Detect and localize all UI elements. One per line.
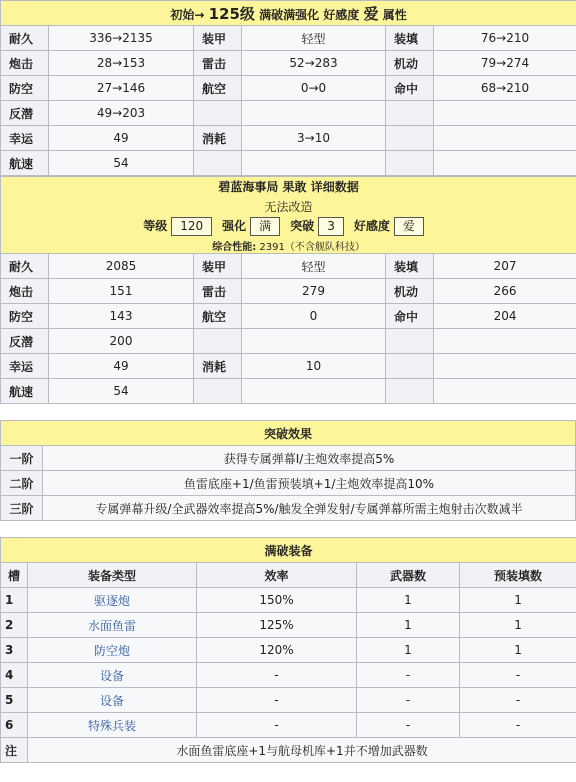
eq-slot: 5 xyxy=(1,688,28,713)
stat-value: 151 xyxy=(49,279,194,304)
stat-label xyxy=(386,354,434,379)
eq-header-eff: 效率 xyxy=(197,563,357,588)
stat-value: 54 xyxy=(49,379,194,404)
stat-value: 279 xyxy=(242,279,386,304)
stat-value xyxy=(434,101,576,126)
eq-slot: 4 xyxy=(1,663,28,688)
stat-value: 200 xyxy=(49,329,194,354)
eq-preload: - xyxy=(460,663,576,688)
stat-label: 雷击 xyxy=(194,279,242,304)
stat-value: 52→283 xyxy=(242,51,386,76)
eq-type-link[interactable]: 特殊兵装 xyxy=(28,713,197,738)
stat-value xyxy=(434,126,576,151)
breakthrough-table xyxy=(0,420,576,521)
eq-type-link[interactable]: 驱逐炮 xyxy=(28,588,197,613)
stat-row xyxy=(1,76,576,101)
stat-value: 49 xyxy=(49,126,194,151)
stat-label xyxy=(386,151,434,176)
eq-efficiency: - xyxy=(197,663,357,688)
stat-label: 航空 xyxy=(194,304,242,329)
header-mid: 满破满强化 好感度 xyxy=(259,7,360,22)
stat-value: 204 xyxy=(434,304,576,329)
stat-label: 反潜 xyxy=(1,101,49,126)
stat-value xyxy=(242,151,386,176)
eq-preload: 1 xyxy=(460,613,576,638)
eq-preload: 1 xyxy=(460,588,576,613)
stat-label: 机动 xyxy=(386,51,434,76)
stat-label: 反潜 xyxy=(1,329,49,354)
stat-label: 幸运 xyxy=(1,126,49,151)
break-box: 3 xyxy=(318,217,344,236)
eq-weapon-count: 1 xyxy=(357,613,460,638)
header-love: 爱 xyxy=(363,4,379,23)
eq-preload: - xyxy=(460,713,576,738)
stat-value: 0 xyxy=(242,304,386,329)
stat-label: 耐久 xyxy=(1,26,49,51)
stats-table-base xyxy=(0,0,576,176)
level-box: 120 xyxy=(171,217,212,236)
stat-label: 装甲 xyxy=(194,26,242,51)
breakthrough-stage: 一阶 xyxy=(1,446,43,471)
stat-value: 266 xyxy=(434,279,576,304)
stat-value xyxy=(242,379,386,404)
eq-slot: 2 xyxy=(1,613,28,638)
stat-value: 76→210 xyxy=(434,26,576,51)
header-prefix: 初始→ xyxy=(170,7,205,22)
stat-row xyxy=(1,26,576,51)
eq-efficiency: 125% xyxy=(197,613,357,638)
stat-label: 炮击 xyxy=(1,51,49,76)
stat-value xyxy=(242,329,386,354)
equipment-row xyxy=(1,613,576,638)
affinity-box: 爱 xyxy=(394,217,424,236)
stat-value: 28→153 xyxy=(49,51,194,76)
stat-value: 轻型 xyxy=(242,26,386,51)
eq-slot: 6 xyxy=(1,713,28,738)
stat-value: 68→210 xyxy=(434,76,576,101)
stat-value: 轻型 xyxy=(242,254,386,279)
stat-label xyxy=(194,151,242,176)
stat-value: 0→0 xyxy=(242,76,386,101)
stat-value xyxy=(434,329,576,354)
eq-weapon-count: - xyxy=(357,663,460,688)
stat-value xyxy=(434,379,576,404)
stat-label: 消耗 xyxy=(194,126,242,151)
detail-params xyxy=(1,217,576,236)
eq-weapon-count: 1 xyxy=(357,638,460,663)
stat-label: 消耗 xyxy=(194,354,242,379)
stat-label: 装甲 xyxy=(194,254,242,279)
perf-label: 综合性能: xyxy=(212,242,257,253)
perf-value: 2391（不含舰队科技） xyxy=(259,242,365,253)
note-label: 注 xyxy=(1,738,28,763)
eq-slot: 3 xyxy=(1,638,28,663)
stat-label: 航速 xyxy=(1,151,49,176)
header-suffix: 属性 xyxy=(382,7,407,22)
stat-row xyxy=(1,279,576,304)
eq-header-slot: 槽 xyxy=(1,563,28,588)
equipment-title: 满破装备 xyxy=(1,538,576,563)
stat-value xyxy=(434,151,576,176)
stat-label: 耐久 xyxy=(1,254,49,279)
stat-label xyxy=(386,126,434,151)
eq-efficiency: 150% xyxy=(197,588,357,613)
detail-info-panel xyxy=(1,177,576,254)
stats-header xyxy=(1,1,576,26)
stat-label: 航空 xyxy=(194,76,242,101)
stat-value: 49 xyxy=(49,354,194,379)
eq-efficiency: - xyxy=(197,688,357,713)
detail-title: 碧蓝海事局 果敢 详细数据 xyxy=(218,180,359,194)
stat-label: 炮击 xyxy=(1,279,49,304)
breakthrough-effect: 鱼雷底座+1/鱼雷预装填+1/主炮效率提高10% xyxy=(43,471,576,496)
enhance-box: 满 xyxy=(250,217,280,236)
stat-label xyxy=(194,329,242,354)
breakthrough-title: 突破效果 xyxy=(1,421,576,446)
breakthrough-effect: 专属弹幕升级/全武器效率提高5%/触发全弹发射/专属弹幕所需主炮射击次数减半 xyxy=(43,496,576,521)
stat-value xyxy=(242,101,386,126)
eq-efficiency: 120% xyxy=(197,638,357,663)
equipment-row xyxy=(1,713,576,738)
breakthrough-effect: 获得专属弹幕I/主炮效率提高5% xyxy=(43,446,576,471)
stat-label: 装填 xyxy=(386,254,434,279)
stat-value: 79→274 xyxy=(434,51,576,76)
equipment-row xyxy=(1,663,576,688)
stat-label xyxy=(386,329,434,354)
header-level: 125级 xyxy=(208,4,255,23)
breakthrough-stage: 二阶 xyxy=(1,471,43,496)
eq-weapon-count: - xyxy=(357,688,460,713)
stat-label: 装填 xyxy=(386,26,434,51)
stat-row xyxy=(1,51,576,76)
stat-label xyxy=(386,101,434,126)
stat-label: 航速 xyxy=(1,379,49,404)
eq-preload: - xyxy=(460,688,576,713)
stat-row xyxy=(1,126,576,151)
stat-row xyxy=(1,354,576,379)
stat-row xyxy=(1,101,576,126)
equipment-row xyxy=(1,638,576,663)
breakthrough-row xyxy=(1,446,576,471)
eq-slot: 1 xyxy=(1,588,28,613)
stat-label: 命中 xyxy=(386,76,434,101)
stat-row xyxy=(1,329,576,354)
stat-value: 10 xyxy=(242,354,386,379)
eq-type-link[interactable]: 设备 xyxy=(28,688,197,713)
eq-efficiency: - xyxy=(197,713,357,738)
stat-value: 27→146 xyxy=(49,76,194,101)
eq-header-preload: 预装填数 xyxy=(460,563,576,588)
stat-label: 幸运 xyxy=(1,354,49,379)
note-text: 水面鱼雷底座+1与航母机库+1并不增加武器数 xyxy=(28,738,576,763)
stat-label: 防空 xyxy=(1,304,49,329)
break-label: 突破 xyxy=(290,219,315,233)
stat-label: 命中 xyxy=(386,304,434,329)
enhance-label: 强化 xyxy=(222,219,247,233)
eq-header-type: 装备类型 xyxy=(28,563,197,588)
stat-row xyxy=(1,151,576,176)
equipment-row xyxy=(1,688,576,713)
breakthrough-stage: 三阶 xyxy=(1,496,43,521)
detail-subtitle: 无法改造 xyxy=(264,200,313,214)
eq-type-link[interactable]: 设备 xyxy=(28,663,197,688)
eq-preload: 1 xyxy=(460,638,576,663)
stat-row xyxy=(1,254,576,279)
stat-value xyxy=(434,354,576,379)
stat-label: 机动 xyxy=(386,279,434,304)
performance xyxy=(1,238,576,253)
level-label: 等级 xyxy=(143,219,168,233)
stat-value: 143 xyxy=(49,304,194,329)
eq-type-link[interactable]: 水面鱼雷 xyxy=(28,613,197,638)
stat-label: 防空 xyxy=(1,76,49,101)
stat-value: 54 xyxy=(49,151,194,176)
stat-value: 336→2135 xyxy=(49,26,194,51)
stat-value: 207 xyxy=(434,254,576,279)
eq-header-count: 武器数 xyxy=(357,563,460,588)
stat-value: 49→203 xyxy=(49,101,194,126)
affinity-label: 好感度 xyxy=(353,219,390,233)
stats-table-detail xyxy=(0,176,576,404)
stat-value: 3→10 xyxy=(242,126,386,151)
stat-value: 2085 xyxy=(49,254,194,279)
stat-label xyxy=(194,379,242,404)
eq-weapon-count: - xyxy=(357,713,460,738)
stat-row xyxy=(1,379,576,404)
stat-row xyxy=(1,304,576,329)
equipment-row xyxy=(1,588,576,613)
breakthrough-row xyxy=(1,496,576,521)
eq-type-link[interactable]: 防空炮 xyxy=(28,638,197,663)
eq-weapon-count: 1 xyxy=(357,588,460,613)
stat-label xyxy=(386,379,434,404)
stat-label xyxy=(194,101,242,126)
equipment-table xyxy=(0,537,576,763)
breakthrough-row xyxy=(1,471,576,496)
stat-label: 雷击 xyxy=(194,51,242,76)
